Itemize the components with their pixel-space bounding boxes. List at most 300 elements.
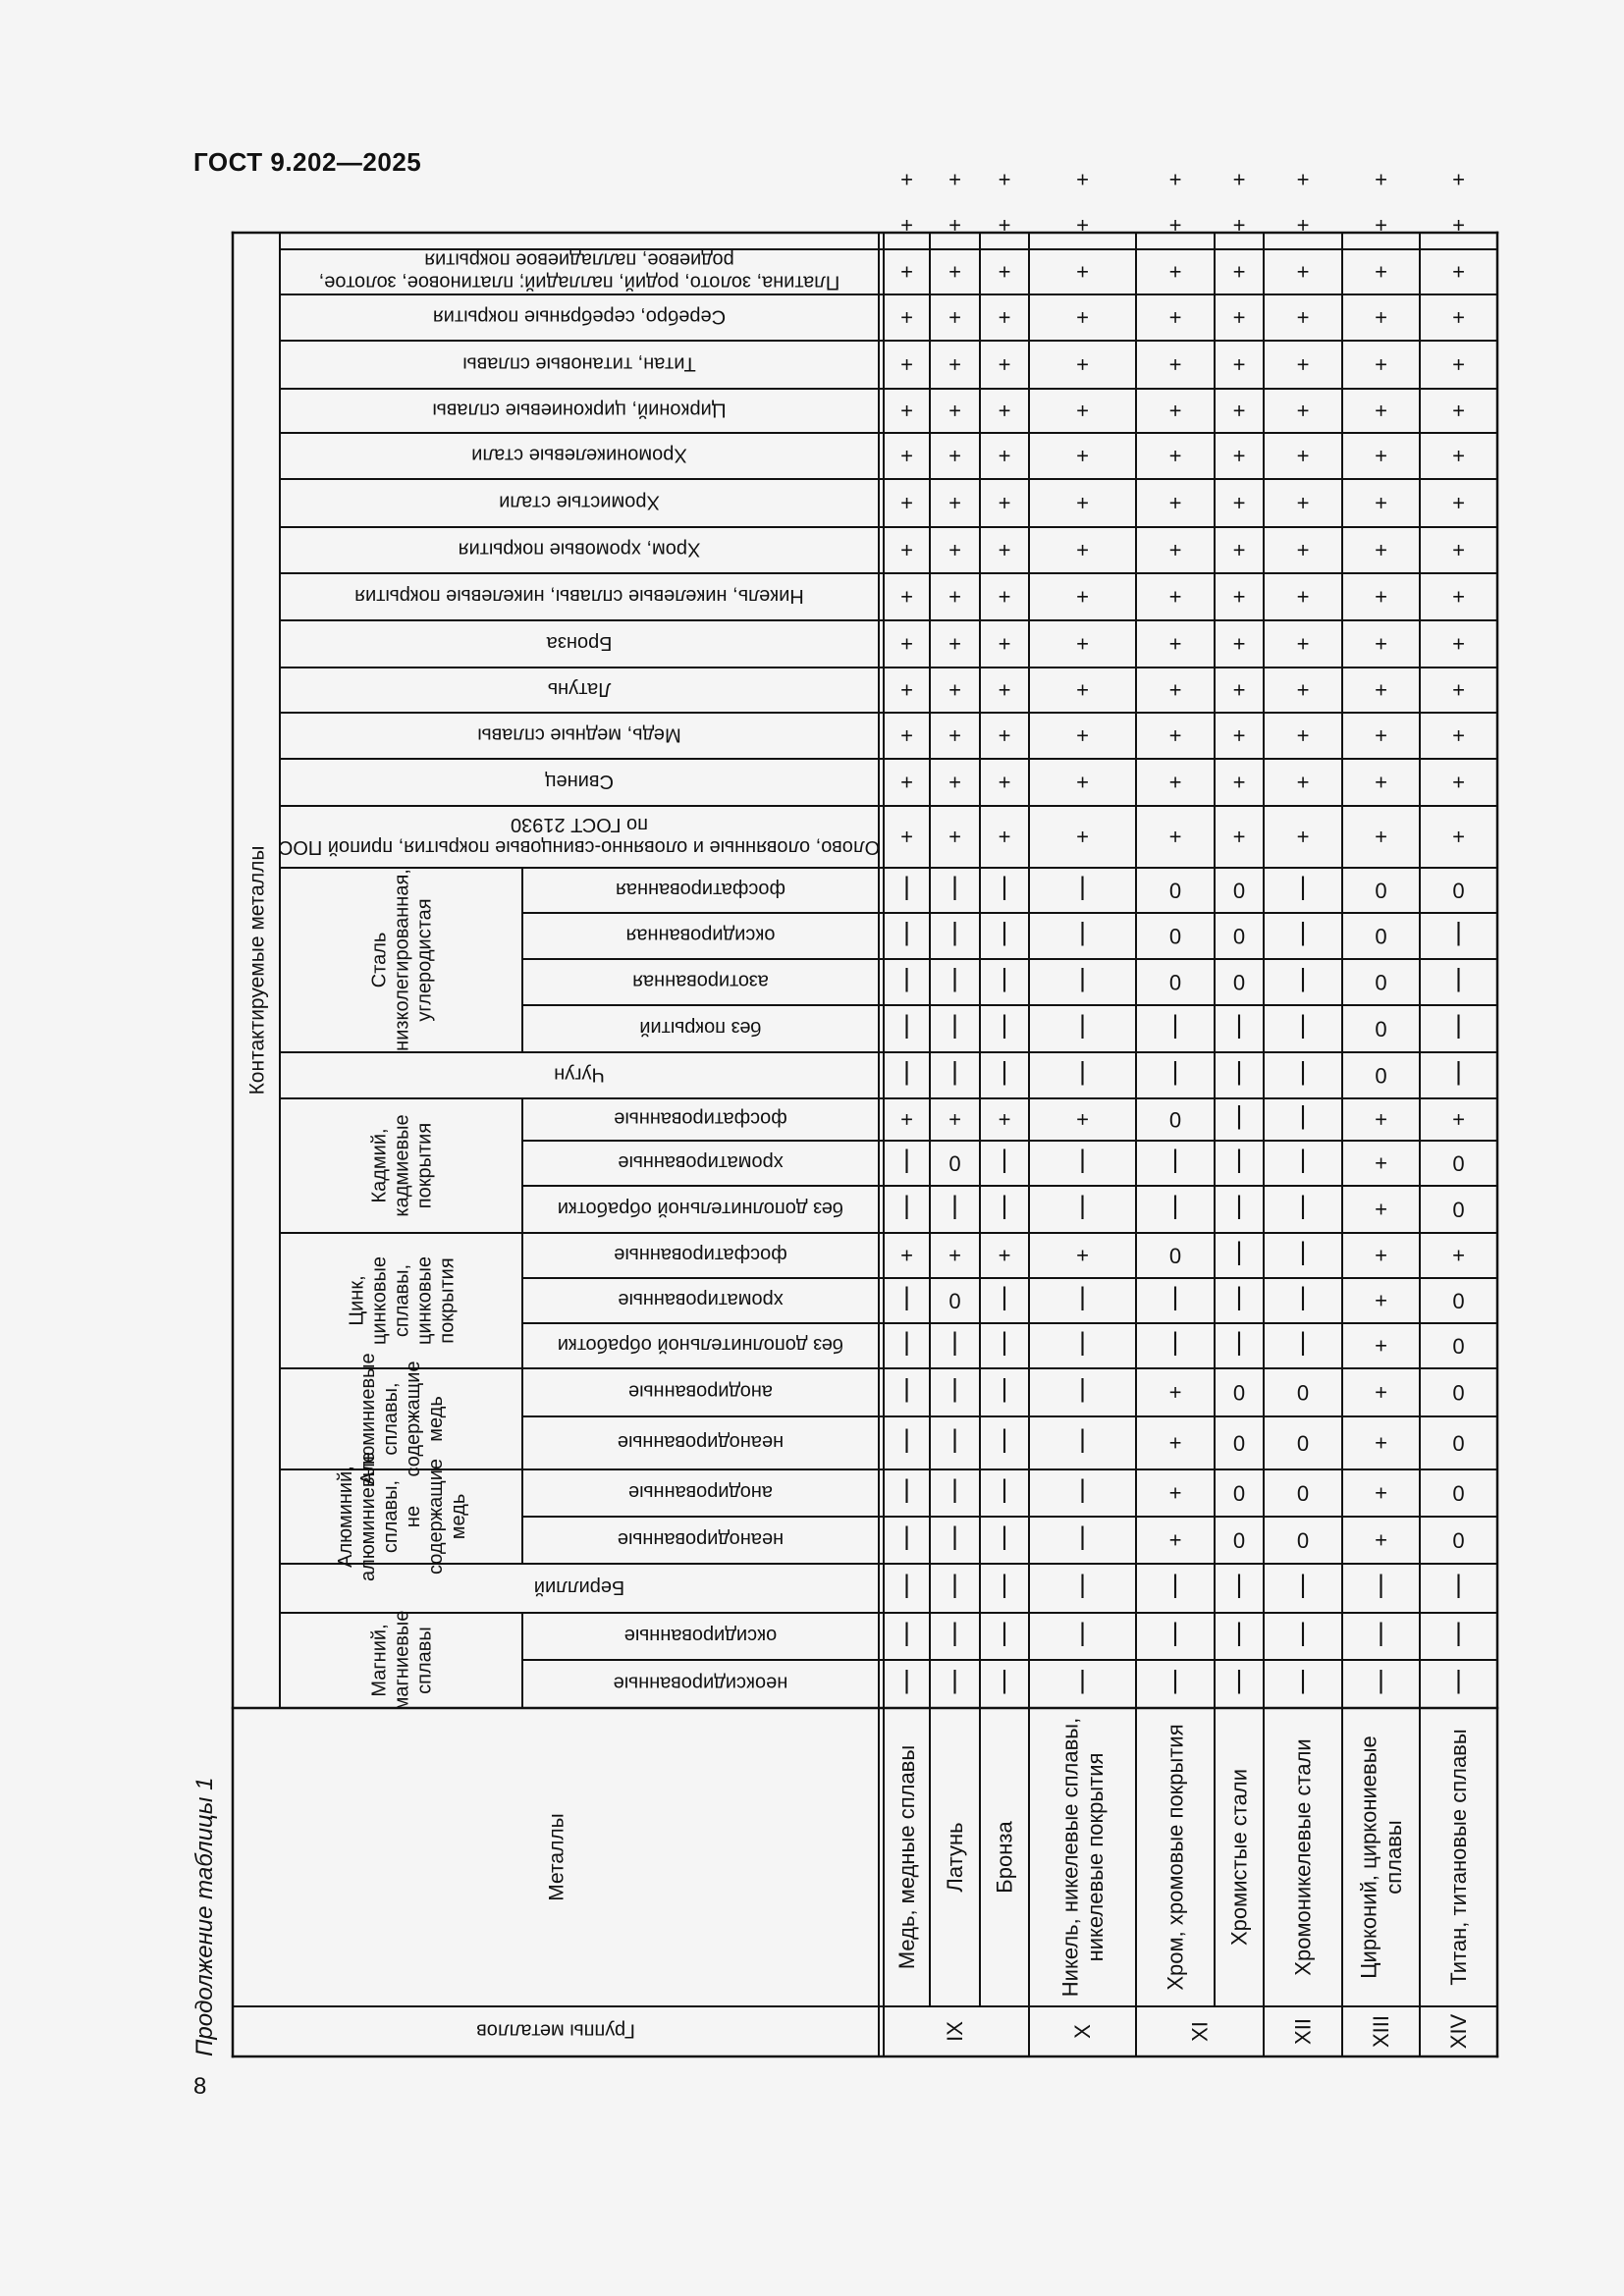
compatibility-value: + bbox=[1375, 491, 1387, 515]
contact-subgroup-name bbox=[614, 1673, 788, 1694]
compatibility-value: | bbox=[951, 967, 958, 997]
compatibility-value: | bbox=[1079, 1428, 1086, 1458]
contact-group-name-18 bbox=[462, 353, 696, 375]
compatibility-value: 0 bbox=[1232, 970, 1246, 994]
svg-text:фосфатированная: фосфатированная bbox=[616, 879, 785, 900]
compatibility-value: + bbox=[1375, 584, 1387, 610]
contact-subgroup-name bbox=[618, 1431, 784, 1453]
compatibility-value: + bbox=[1076, 305, 1089, 330]
svg-text:азотированная: азотированная bbox=[632, 970, 769, 992]
metal-name-3 bbox=[1058, 1718, 1108, 1997]
compatibility-value: + bbox=[900, 1107, 913, 1132]
compatibility-value: | bbox=[903, 967, 910, 997]
compatibility-value: + bbox=[1375, 1380, 1387, 1405]
compatibility-value: + bbox=[900, 825, 913, 849]
svg-text:хроматированные: хроматированные bbox=[618, 1151, 784, 1173]
compatibility-value: + bbox=[1375, 723, 1387, 748]
compatibility-value: | bbox=[1171, 1574, 1179, 1603]
compatibility-value: + bbox=[900, 399, 913, 423]
groups-header bbox=[476, 2020, 635, 2042]
compatibility-value: 0 bbox=[948, 1288, 961, 1313]
compatibility-value: | bbox=[1079, 1478, 1086, 1508]
metal-name-0 bbox=[894, 1745, 919, 1969]
compatibility-value: + bbox=[1296, 444, 1310, 468]
compatibility-value: | bbox=[903, 876, 910, 905]
compatibility-value: + bbox=[1375, 259, 1387, 285]
metal-name-8 bbox=[1446, 1729, 1471, 1985]
compatibility-value: | bbox=[1299, 1148, 1307, 1178]
compatibility-value: + bbox=[1296, 352, 1310, 377]
compatibility-value: | bbox=[903, 1669, 910, 1699]
compatibility-value: | bbox=[951, 1331, 958, 1361]
contact-subgroup-name bbox=[618, 1151, 783, 1173]
compatibility-value: 0 bbox=[1232, 1527, 1246, 1553]
compatibility-value: | bbox=[903, 1377, 910, 1408]
svg-text:Никель, никелевые сплавы,никел: Никель, никелевые сплавы,никелевые покрытия bbox=[1057, 1717, 1108, 1998]
compatibility-value: | bbox=[951, 1195, 958, 1224]
compatibility-value: 0 bbox=[948, 1150, 961, 1176]
compatibility-value: + bbox=[900, 677, 913, 703]
compatibility-value: + bbox=[998, 399, 1011, 423]
compatibility-value: | bbox=[903, 1014, 910, 1043]
contact-header bbox=[245, 846, 268, 1095]
compatibility-value: 0 bbox=[1232, 1380, 1246, 1405]
compatibility-value: + bbox=[1296, 677, 1310, 703]
compatibility-value: + bbox=[1232, 677, 1246, 703]
compatibility-value: | bbox=[1079, 1014, 1086, 1043]
compatibility-value: | bbox=[903, 1148, 910, 1178]
compatibility-value: + bbox=[1168, 399, 1182, 423]
svg-text:Латунь: Латунь bbox=[547, 678, 612, 700]
compatibility-value: | bbox=[1299, 1286, 1307, 1315]
svg-text:XII: XII bbox=[1290, 2018, 1316, 2045]
compatibility-value: + bbox=[900, 259, 913, 285]
compatibility-value: 0 bbox=[1296, 1380, 1310, 1405]
compatibility-value: + bbox=[948, 305, 961, 330]
compatibility-value: | bbox=[1171, 1622, 1179, 1651]
compatibility-value: | bbox=[903, 1478, 910, 1508]
compatibility-value: + bbox=[948, 213, 961, 238]
compatibility-value: + bbox=[948, 1243, 961, 1268]
compatibility-value: + bbox=[1452, 444, 1465, 468]
compatibility-value: + bbox=[1168, 305, 1182, 330]
compatibility-value: | bbox=[1171, 1669, 1179, 1699]
compatibility-value: + bbox=[1375, 352, 1387, 377]
compatibility-value: | bbox=[903, 1286, 910, 1315]
compatibility-value: + bbox=[1232, 259, 1246, 285]
compatibility-value: 0 bbox=[1375, 1063, 1387, 1088]
compatibility-value: | bbox=[1299, 1574, 1307, 1603]
compatibility-value: + bbox=[1296, 631, 1310, 657]
contact-group-name-11 bbox=[548, 678, 612, 700]
svg-text:неоксидированные: неоксидированные bbox=[613, 1672, 788, 1694]
compatibility-value: 0 bbox=[1168, 970, 1182, 994]
compatibility-value: + bbox=[900, 631, 913, 657]
svg-text:Цинк,цинковыесплавы,цинковыепо: Цинк,цинковыесплавы,цинковыепокрытия bbox=[346, 1256, 459, 1345]
svg-text:Металлы: Металлы bbox=[545, 1813, 568, 1901]
compatibility-value: + bbox=[998, 825, 1011, 849]
contact-group-name-6 bbox=[554, 1064, 605, 1086]
compatibility-value: + bbox=[1296, 259, 1310, 285]
contact-subgroup-name bbox=[628, 1481, 773, 1503]
contact-group-name-0 bbox=[369, 1611, 436, 1711]
compatibility-value: + bbox=[1232, 444, 1246, 468]
compatibility-value: + bbox=[1375, 1150, 1387, 1176]
compatibility-value: + bbox=[1232, 352, 1246, 377]
compatibility-value: + bbox=[1076, 1107, 1089, 1132]
compatibility-value: + bbox=[1296, 723, 1310, 748]
contact-group-name-1 bbox=[534, 1576, 624, 1598]
svg-text:Хромистые стали: Хромистые стали bbox=[1226, 1769, 1252, 1946]
compatibility-value: | bbox=[951, 1060, 958, 1091]
compatibility-value: + bbox=[1076, 770, 1089, 795]
compatibility-value: + bbox=[1375, 677, 1387, 703]
compatibility-value: + bbox=[1452, 584, 1465, 610]
compatibility-value: | bbox=[1079, 967, 1086, 997]
compatibility-value: + bbox=[1168, 1527, 1182, 1553]
compatibility-value: 0 bbox=[1296, 1527, 1310, 1553]
svg-text:хроматированные: хроматированные bbox=[618, 1289, 784, 1310]
compatibility-value: + bbox=[1232, 825, 1246, 849]
svg-text:Чугун: Чугун bbox=[554, 1063, 605, 1086]
contact-group-name-4 bbox=[347, 1256, 459, 1345]
compatibility-value: | bbox=[951, 1525, 958, 1555]
compatibility-value: | bbox=[1299, 1331, 1307, 1361]
group-label-X bbox=[1070, 2024, 1095, 2039]
compatibility-value: | bbox=[1001, 876, 1008, 905]
compatibility-value: | bbox=[951, 1622, 958, 1651]
contact-group-name-20 bbox=[319, 249, 840, 294]
compatibility-value: | bbox=[1001, 1622, 1008, 1651]
svg-text:Алюминий,алюминиевыесплавы,нес: Алюминий,алюминиевыесплавы,несодержащиемедь bbox=[335, 1452, 469, 1581]
compatibility-value: + bbox=[1232, 631, 1246, 657]
compatibility-value: | bbox=[1001, 1286, 1008, 1315]
compatibility-value: + bbox=[1232, 538, 1246, 562]
compatibility-value: | bbox=[1001, 967, 1008, 997]
contact-subgroup-name bbox=[624, 1625, 777, 1646]
compatibility-value: | bbox=[1001, 1195, 1008, 1224]
contact-subgroup-name bbox=[639, 1017, 761, 1039]
compatibility-value: + bbox=[1296, 213, 1310, 238]
compatibility-value: + bbox=[900, 167, 913, 192]
compatibility-value: | bbox=[1235, 1669, 1243, 1699]
compatibility-value: | bbox=[951, 1478, 958, 1508]
compatibility-value: 0 bbox=[1452, 1197, 1465, 1222]
compatibility-value: | bbox=[1001, 1060, 1008, 1091]
compatibility-value: | bbox=[1455, 1574, 1462, 1603]
compatibility-value: + bbox=[948, 677, 961, 703]
compatibility-value: + bbox=[1168, 584, 1182, 610]
compatibility-value: + bbox=[1232, 584, 1246, 610]
compatibility-value: | bbox=[1001, 1377, 1008, 1408]
compatibility-value: + bbox=[1168, 677, 1182, 703]
contact-group-name-14 bbox=[459, 539, 701, 561]
compatibility-value: + bbox=[1296, 305, 1310, 330]
compatibility-value: + bbox=[948, 444, 961, 468]
compatibility-value: | bbox=[1378, 1622, 1384, 1651]
compatibility-value: + bbox=[998, 259, 1011, 285]
contact-subgroup-name bbox=[558, 1334, 843, 1356]
compatibility-value: + bbox=[1452, 259, 1465, 285]
compatibility-value: + bbox=[1168, 352, 1182, 377]
compatibility-value: + bbox=[1375, 167, 1387, 192]
compatibility-value: + bbox=[1452, 538, 1465, 562]
compatibility-value: + bbox=[1296, 491, 1310, 515]
compatibility-value: | bbox=[1079, 876, 1086, 905]
compatibility-value: | bbox=[1235, 1622, 1243, 1651]
metals-header bbox=[545, 1813, 568, 1900]
document-title: ГОСТ 9.202—2025 bbox=[193, 147, 422, 177]
svg-text:Хромоникелевые стали: Хромоникелевые стали bbox=[1290, 1738, 1316, 1976]
compatibility-value: + bbox=[1168, 213, 1182, 238]
compatibility-value: + bbox=[1076, 352, 1089, 377]
svg-text:IX: IX bbox=[943, 2021, 968, 2042]
compatibility-value: | bbox=[1455, 1014, 1462, 1043]
compatibility-value: | bbox=[1455, 1622, 1462, 1651]
compatibility-value: + bbox=[998, 167, 1011, 192]
compatibility-value: | bbox=[951, 1014, 958, 1043]
compatibility-value: + bbox=[998, 584, 1011, 610]
group-label-XIII bbox=[1369, 2015, 1393, 2048]
compatibility-value: + bbox=[1076, 444, 1089, 468]
svg-text:Олово, оловянные и оловянно-св: Олово, оловянные и оловянно-свинцовые покрытия, припой ПОСпо ГОСТ 21930 bbox=[278, 814, 881, 858]
compatibility-value: + bbox=[1375, 1480, 1387, 1506]
compatibility-value: + bbox=[1452, 825, 1465, 849]
metal-name-4 bbox=[1164, 1724, 1188, 1990]
contact-group-name-9 bbox=[545, 771, 614, 792]
compatibility-value: | bbox=[1001, 1478, 1008, 1508]
svg-text:неанодированные: неанодированные bbox=[617, 1431, 785, 1453]
compatibility-value: + bbox=[1375, 631, 1387, 657]
svg-text:Титан, титановые сплавы: Титан, титановые сплавы bbox=[462, 352, 696, 375]
svg-text:оксидированная: оксидированная bbox=[625, 924, 776, 946]
svg-text:Цирконий, циркониевыесплавы: Цирконий, циркониевыесплавы bbox=[1356, 1735, 1406, 1979]
compatibility-value: | bbox=[1079, 1377, 1086, 1408]
compatibility-value: | bbox=[1079, 921, 1086, 951]
compatibility-value: + bbox=[900, 352, 913, 377]
compatibility-value: 0 bbox=[1232, 878, 1246, 903]
compatibility-value: 0 bbox=[1452, 1288, 1465, 1313]
compatibility-value: | bbox=[1299, 1241, 1307, 1270]
compatibility-value: | bbox=[1299, 1622, 1307, 1651]
compatibility-value: | bbox=[1235, 1014, 1243, 1043]
compatibility-value: + bbox=[900, 770, 913, 795]
contact-group-name-16 bbox=[471, 445, 686, 466]
compatibility-value: + bbox=[1375, 1107, 1387, 1132]
compatibility-value: + bbox=[1452, 677, 1465, 703]
svg-text:без дополнительной обработки: без дополнительной обработки bbox=[557, 1198, 844, 1219]
svg-text:Хромоникелевые стали: Хромоникелевые стали bbox=[471, 444, 687, 466]
compatibility-value: | bbox=[1455, 967, 1462, 997]
compatibility-value: 0 bbox=[1168, 1107, 1182, 1132]
group-label-XI bbox=[1188, 2021, 1213, 2042]
compatibility-value: + bbox=[900, 723, 913, 748]
compatibility-value: 0 bbox=[1168, 924, 1182, 948]
compatibility-value: + bbox=[1076, 399, 1089, 423]
compatibility-value: | bbox=[1079, 1286, 1086, 1315]
svg-text:анодированные: анодированные bbox=[627, 1481, 774, 1503]
metal-name-6 bbox=[1291, 1738, 1316, 1975]
contact-subgroup-name bbox=[632, 971, 769, 992]
svg-text:Бронза: Бронза bbox=[546, 632, 613, 654]
compatibility-value: | bbox=[1299, 876, 1307, 905]
compatibility-value: + bbox=[1168, 825, 1182, 849]
compatibility-value: | bbox=[1171, 1331, 1179, 1361]
svg-text:без дополнительной обработки: без дополнительной обработки bbox=[557, 1334, 844, 1356]
compatibility-value: + bbox=[998, 352, 1011, 377]
compatibility-value: + bbox=[1168, 167, 1182, 192]
compatibility-value: + bbox=[1452, 1107, 1465, 1132]
compatibility-value: 0 bbox=[1296, 1480, 1310, 1506]
compatibility-value: | bbox=[951, 1377, 958, 1408]
compatibility-value: + bbox=[998, 1243, 1011, 1268]
compatibility-value: | bbox=[903, 1331, 910, 1361]
compatibility-value: | bbox=[1455, 1669, 1462, 1699]
svg-text:Хром, хромовые покрытия: Хром, хромовые покрытия bbox=[1163, 1724, 1188, 1991]
compatibility-value: + bbox=[998, 491, 1011, 515]
compatibility-value: | bbox=[1299, 967, 1307, 997]
compatibility-value: + bbox=[998, 723, 1011, 748]
compatibility-value: | bbox=[1378, 1574, 1384, 1603]
compatibility-value: | bbox=[1079, 1060, 1086, 1091]
compatibility-value: + bbox=[1375, 399, 1387, 423]
compatibility-value: + bbox=[1232, 491, 1246, 515]
compatibility-value: | bbox=[1171, 1195, 1179, 1224]
compatibility-value: 0 bbox=[1168, 878, 1182, 903]
compatibility-value: | bbox=[1001, 1669, 1008, 1699]
group-label-XIV bbox=[1446, 2013, 1471, 2049]
compatibility-value: + bbox=[998, 538, 1011, 562]
compatibility-value: | bbox=[1235, 1241, 1243, 1270]
compatibility-value: + bbox=[900, 584, 913, 610]
compatibility-value: + bbox=[1076, 213, 1089, 238]
svg-text:неанодированные: неанодированные bbox=[617, 1528, 785, 1550]
compatibility-value: | bbox=[903, 1060, 910, 1091]
contact-subgroup-name bbox=[618, 1289, 783, 1310]
svg-text:Хромистые стали: Хромистые стали bbox=[499, 491, 660, 513]
compatibility-value: + bbox=[1375, 444, 1387, 468]
metal-name-1 bbox=[943, 1822, 967, 1892]
compatibility-value: + bbox=[1076, 491, 1089, 515]
compatibility-value: | bbox=[1235, 1104, 1243, 1135]
compatibility-value: 0 bbox=[1452, 1150, 1465, 1176]
compatibility-value: | bbox=[1079, 1622, 1086, 1651]
contact-group-name-15 bbox=[499, 492, 660, 513]
compatibility-value: + bbox=[948, 399, 961, 423]
compatibility-value: | bbox=[1001, 1331, 1008, 1361]
compatibility-value: + bbox=[1232, 213, 1246, 238]
compatibility-value: 0 bbox=[1452, 1430, 1465, 1456]
compatibility-value: + bbox=[1452, 1243, 1465, 1268]
compatibility-value: + bbox=[948, 584, 961, 610]
compatibility-value: | bbox=[1171, 1148, 1179, 1178]
compatibility-value: + bbox=[1452, 167, 1465, 192]
compatibility-value: + bbox=[1452, 770, 1465, 795]
compatibility-value: + bbox=[1168, 491, 1182, 515]
compatibility-value: + bbox=[900, 305, 913, 330]
svg-text:XIV: XIV bbox=[1446, 2013, 1472, 2050]
compatibility-value: | bbox=[1079, 1669, 1086, 1699]
compatibility-value: + bbox=[1452, 305, 1465, 330]
svg-text:Алюминиевыесплавы,содержащиеме: Алюминиевыесплавы,содержащиемедь bbox=[357, 1353, 447, 1485]
contact-group-name-5 bbox=[369, 1114, 436, 1216]
compatibility-value: | bbox=[1235, 1574, 1243, 1603]
compatibility-value: + bbox=[1168, 723, 1182, 748]
compatibility-value: + bbox=[1232, 770, 1246, 795]
compatibility-value: + bbox=[1232, 167, 1246, 192]
compatibility-value: | bbox=[1378, 1669, 1384, 1699]
table-caption: Продолжение таблицы 1 bbox=[191, 1777, 218, 2056]
metal-name-5 bbox=[1227, 1769, 1252, 1946]
compatibility-value: + bbox=[1375, 213, 1387, 238]
contact-group-name-19 bbox=[433, 306, 726, 328]
contact-subgroup-name bbox=[558, 1198, 843, 1219]
compatibility-value: | bbox=[903, 1622, 910, 1651]
contact-group-name-12 bbox=[546, 632, 613, 654]
compatibility-value: + bbox=[1452, 352, 1465, 377]
compatibility-value: + bbox=[1168, 631, 1182, 657]
compatibility-value: + bbox=[1076, 259, 1089, 285]
compatibility-value: | bbox=[1235, 1060, 1243, 1091]
compatibility-value: + bbox=[998, 305, 1011, 330]
compatibility-value: + bbox=[900, 491, 913, 515]
compatibility-value: + bbox=[1375, 305, 1387, 330]
compatibility-value: + bbox=[1375, 538, 1387, 562]
compatibility-value: + bbox=[1375, 1430, 1387, 1456]
compatibility-value: + bbox=[1296, 770, 1310, 795]
compatibility-value: 0 bbox=[1168, 1243, 1182, 1268]
contact-subgroup-name bbox=[616, 879, 785, 900]
compatibility-value: + bbox=[1296, 399, 1310, 423]
compatibility-value: 0 bbox=[1375, 1016, 1387, 1041]
compatibility-value: | bbox=[1079, 1525, 1086, 1555]
compatibility-value: 0 bbox=[1452, 1380, 1465, 1405]
compatibility-value: + bbox=[1296, 584, 1310, 610]
compatibility-value: + bbox=[1452, 723, 1465, 748]
compatibility-value: + bbox=[1375, 1288, 1387, 1313]
group-label-IX bbox=[943, 2021, 967, 2042]
compatibility-value: + bbox=[1168, 538, 1182, 562]
svg-text:Титан, титановые сплавы: Титан, титановые сплавы bbox=[1446, 1729, 1472, 1986]
compatibility-value: + bbox=[998, 770, 1011, 795]
compatibility-value: + bbox=[1296, 538, 1310, 562]
compatibility-value: + bbox=[1232, 399, 1246, 423]
compatibility-value: + bbox=[1076, 825, 1089, 849]
metal-name-7 bbox=[1357, 1735, 1406, 1979]
contact-subgroup-name bbox=[618, 1528, 784, 1550]
compatibility-value: + bbox=[1076, 631, 1089, 657]
compatibility-value: + bbox=[1375, 770, 1387, 795]
compatibility-value: + bbox=[1232, 723, 1246, 748]
compatibility-value: | bbox=[1001, 921, 1008, 951]
compatibility-value: + bbox=[900, 538, 913, 562]
compatibility-value: + bbox=[1168, 259, 1182, 285]
metal-name-2 bbox=[993, 1821, 1017, 1894]
compatibility-value: | bbox=[903, 1574, 910, 1603]
compatibility-value: | bbox=[951, 1428, 958, 1458]
compatibility-value: | bbox=[1079, 1195, 1086, 1224]
compatibility-value: + bbox=[1232, 305, 1246, 330]
svg-text:Никель, никелевые сплавы, нике: Никель, никелевые сплавы, никелевые покрытия bbox=[354, 585, 804, 607]
contact-subgroup-name bbox=[628, 1381, 773, 1403]
compatibility-value: + bbox=[948, 770, 961, 795]
svg-text:Платина, золото, родий, паллад: Платина, золото, родий, палладий; платиновое, золотое,родиевое, палладиевое покрытия bbox=[318, 248, 840, 294]
compatibility-value: | bbox=[1001, 1428, 1008, 1458]
compatibility-value: | bbox=[1001, 1574, 1008, 1603]
compatibility-value: | bbox=[951, 1574, 958, 1603]
compatibility-value: + bbox=[1168, 1480, 1182, 1506]
contact-group-name-13 bbox=[354, 585, 804, 607]
